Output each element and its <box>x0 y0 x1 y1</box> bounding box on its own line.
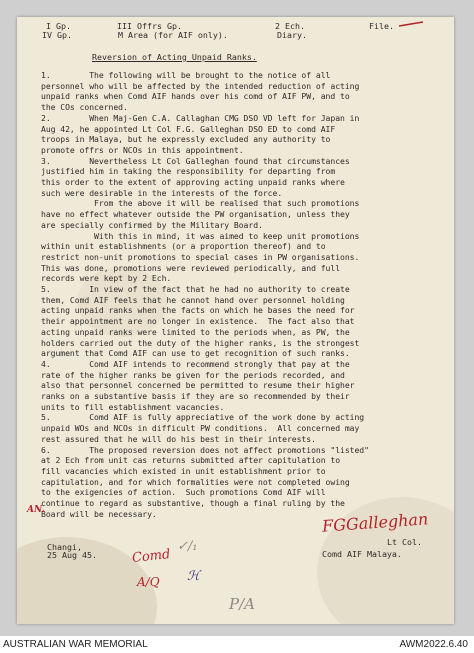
document-line: 3. Nevertheless Lt Col Galleghan found that circumstances <box>41 155 350 166</box>
footer-bar <box>0 636 474 653</box>
document-line: capitulation, and for which formalities were not completed owing <box>41 476 350 487</box>
document-line: troops in Malaya, but he expressly excluded any authority to <box>41 134 331 145</box>
document-line: them, Comd AIF feels that he cannot hand over personnel holding <box>41 294 345 305</box>
document-line: acting unpaid ranks when the facts on which he bases the need for <box>41 305 355 316</box>
document-line: have no effect whatever outside the PW organisation, unless they <box>41 209 350 220</box>
document-line: personnel who will be affected by the intended reduction of acting <box>41 80 360 91</box>
document-line: at 2 Ech from unit cas returns submitted after capitulation to <box>41 455 341 466</box>
document-date: 25 Aug 45. <box>47 550 97 560</box>
document-line: argument that Comd AIF can use to get recognition of such ranks. <box>41 348 350 359</box>
document-line: promote offrs or NCOs in this appointment. <box>41 144 244 155</box>
document-line: such were desirable in the interests of the force. <box>41 187 283 198</box>
document-line: rate of the higher ranks be given for the periods recorded, and <box>41 369 345 380</box>
document-line: within unit establishments (or a proportion thereof) and to <box>41 241 326 252</box>
pencil-note-1: ✓/₁ <box>177 539 198 554</box>
document-line: 5. In view of the fact that he had no authority to create <box>41 284 350 294</box>
file-pencil-mark <box>397 19 427 29</box>
document-line: acting unpaid ranks were limited to the periods when, as PW, the <box>41 326 350 337</box>
header-right-2: Diary. <box>277 30 307 40</box>
document-line: records were kept by 2 Ech. <box>41 273 172 284</box>
document-line: Aug 42, he appointed Lt Col F.G. Galleghan DSO ED to comd AIF <box>41 123 336 134</box>
document-line: continue to regard as substantive, though a final ruling by the <box>41 498 345 508</box>
document-line: their appointment are no longer in existence. The fact also that <box>41 316 355 327</box>
document-line: rest assured that he will do his best in their interests. <box>41 433 316 444</box>
document-line: justified him in taking the responsibility for departing from <box>41 166 336 177</box>
document-line: Board will be necessary. <box>41 508 157 519</box>
document-line: the COs concerned. <box>41 102 128 113</box>
margin-note: AN. <box>27 505 45 515</box>
document-title: Reversion of Acting Unpaid Ranks. <box>92 52 257 62</box>
document-line: fill vacancies which existed in unit establishment prior to <box>41 465 326 476</box>
document-line: 1. The following will be brought to the notice of all <box>41 70 331 80</box>
document-line: 4. Comd AIF intends to recommend strongly that pay at the <box>41 358 350 369</box>
document-line: From the above it will be realised that such promotions <box>41 198 360 209</box>
header-center-1: III Offrs Gp. <box>117 21 182 31</box>
ad-note: A/Q <box>137 575 160 589</box>
document-line: ranks on a substantive basis if they are so recommended by their <box>41 391 350 401</box>
initials-note: ℋ <box>187 569 200 584</box>
document-page <box>17 17 454 624</box>
file-label: File. <box>369 21 394 31</box>
document-line: 5. Comd AIF is fully appreciative of the work done by acting <box>41 412 365 423</box>
document-line: With this in mind, it was aimed to keep unit promotions <box>41 230 360 241</box>
header-left-2: IV Gp. <box>42 30 72 40</box>
document-line: holders carried out the duty of the higher ranks, is the strongest <box>41 337 360 348</box>
handwritten-signature: FGGalleghan <box>321 509 429 536</box>
document-line: to the exigencies of action. Such promotions Comd AIF will <box>41 487 326 498</box>
document-line: restrict non-unit promotions to special cases in PW organisations. <box>41 251 360 262</box>
header-right-1: 2 Ech. <box>275 21 305 31</box>
document-line: this order to the extent of approving acting unpaid ranks where <box>41 177 345 187</box>
comd-note: Comd <box>131 547 172 566</box>
document-line: units to fill establishment vacancies. <box>41 401 225 412</box>
document-line: unpaid WOs and NCOs in difficult PW conditions. All concerned may <box>41 423 360 434</box>
document-line: unpaid ranks when Comd AIF hands over his comd of AIF PW, and to <box>41 91 350 102</box>
document-place: Changi, <box>47 542 82 552</box>
footer-source: AUSTRALIAN WAR MEMORIAL <box>3 639 148 650</box>
document-line: 2. When Maj-Gen C.A. Callaghan CMG DSO VD left for Japan in <box>41 112 360 123</box>
header-left-1: I Gp. <box>46 21 71 31</box>
signature-title: Comd AIF Malaya. <box>322 549 402 559</box>
pa-note: P/A <box>229 595 255 613</box>
document-line: 6. The proposed reversion does not affect promotions "listed" <box>41 444 369 455</box>
document-line: also that personnel concerned be permitted to resume their higher <box>41 380 355 391</box>
document-line: This was done, promotions were reviewed periodically, and full <box>41 262 341 273</box>
signature-rank: Lt Col. <box>387 537 422 547</box>
footer-id: AWM2022.6.40 <box>399 639 468 650</box>
header-center-2: M Area (for AIF only). <box>118 30 228 40</box>
document-line: are specially confirmed by the Military Board. <box>41 219 263 230</box>
